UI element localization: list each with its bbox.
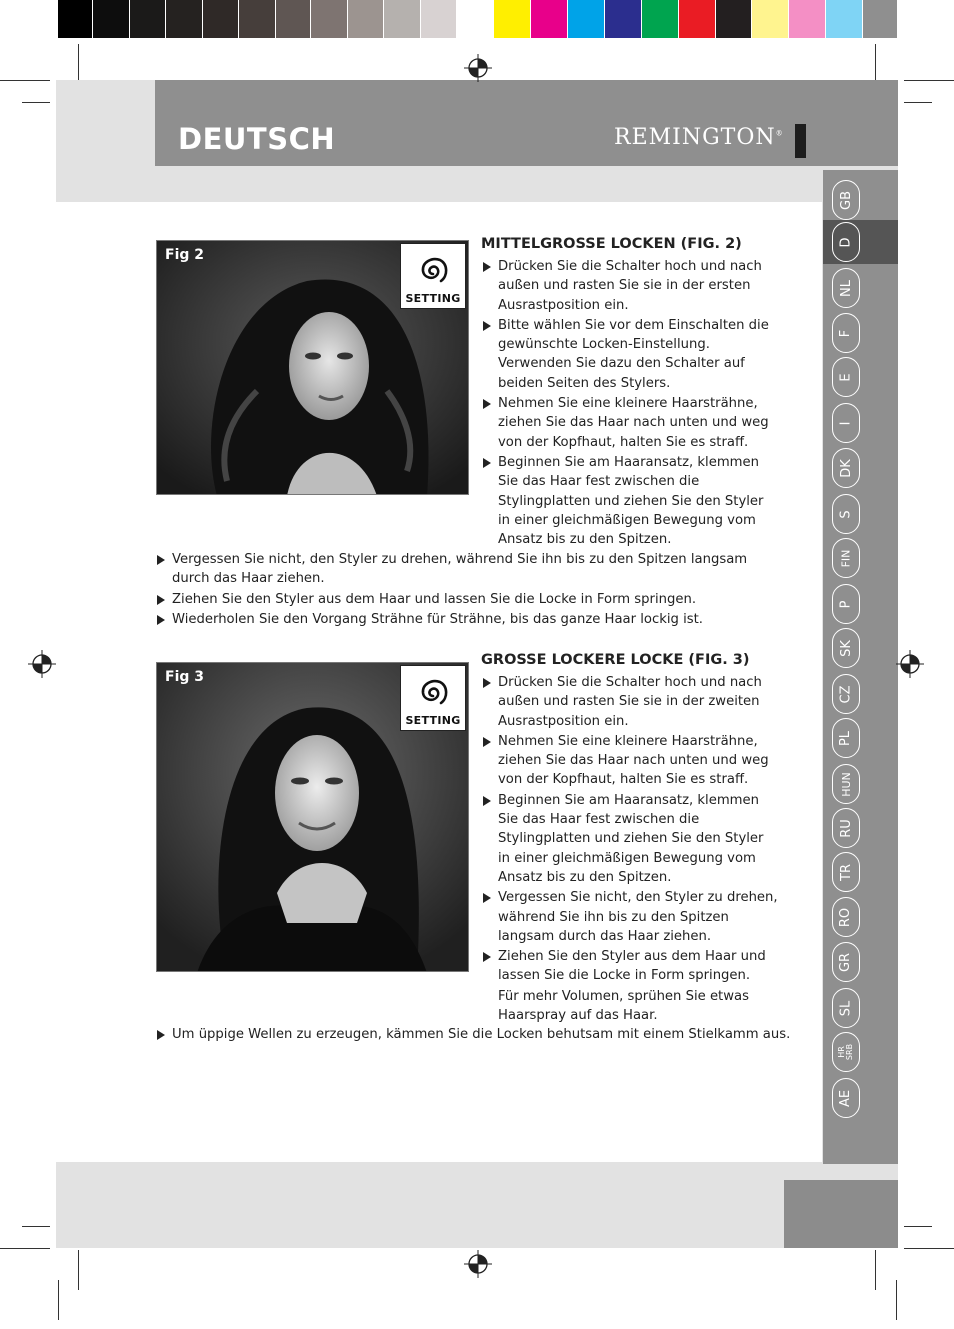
color-swatch — [239, 0, 276, 38]
instruction-list — [155, 550, 781, 630]
brand-bar — [795, 124, 806, 158]
color-swatch — [276, 0, 312, 38]
instruction-list — [155, 1025, 795, 1045]
language-tab-ru[interactable]: RU — [832, 808, 860, 848]
list-item: Beginnen Sie am Haaransatz, klemmen Sie das Haar fest zwischen die Stylingplatten und ziehen Sie den Styler in einer gleichmäßigen Bewegung vom Ansatz bis zu den Spitzen. — [481, 453, 779, 549]
language-tab-i[interactable]: I — [832, 403, 860, 443]
language-tab-tr[interactable]: TR — [832, 852, 860, 892]
crop-mark — [78, 1250, 79, 1290]
color-swatch — [531, 0, 568, 38]
list-item: Nehmen Sie eine kleinere Haarsträhne, ziehen Sie das Haar nach unten und weg von der Kopfhaut, halten Sie es straff. — [481, 394, 779, 452]
language-tab-s[interactable]: S — [832, 494, 860, 534]
section-heading: MITTELGROSSE LOCKEN (FIG. 2) — [481, 236, 742, 252]
list-item: Ziehen Sie den Styler aus dem Haar und lassen Sie die Locke in Form springen. — [481, 947, 779, 986]
figure-3-photo — [156, 662, 469, 972]
language-tab-ro[interactable]: RO — [832, 897, 860, 937]
page-number-box — [784, 1180, 898, 1248]
figure-label: Fig 2 — [165, 247, 204, 263]
color-swatch — [789, 0, 826, 38]
language-tab-gb[interactable]: GB — [832, 180, 860, 220]
crop-mark — [22, 1226, 50, 1227]
language-tab-cz[interactable]: CZ — [832, 674, 860, 714]
color-swatch — [494, 0, 531, 38]
instruction-list — [481, 673, 779, 1026]
language-tab-ae[interactable]: AE — [832, 1078, 860, 1118]
color-swatch — [384, 0, 421, 38]
color-swatch — [642, 0, 679, 38]
setting-badge: SETTING — [400, 243, 466, 309]
list-item: Bitte wählen Sie vor dem Einschalten die gewünschte Locken-Einstellung. Verwenden Sie dazu den Schalter auf beiden Seiten des Stylers. — [481, 316, 779, 393]
registration-mark-icon — [28, 650, 56, 678]
crop-mark — [22, 102, 50, 103]
list-item: Beginnen Sie am Haaransatz, klemmen Sie das Haar fest zwischen die Stylingplatten und ziehen Sie den Styler in einer gleichmäßigen Bewegung vom Ansatz bis zu den Spitzen. — [481, 791, 779, 887]
list-item: Ziehen Sie den Styler aus dem Haar und lassen Sie die Locke in Form springen. — [155, 590, 781, 609]
color-swatch — [863, 0, 898, 38]
list-item: Vergessen Sie nicht, den Styler zu drehen, während Sie ihn bis zu den Spitzen langsam durch das Haar ziehen. — [481, 888, 779, 946]
color-swatch — [679, 0, 716, 38]
figure-2-photo — [156, 240, 469, 495]
list-item: Drücken Sie die Schalter hoch und nach außen und rasten Sie sie in der ersten Ausrastposition ein. — [481, 257, 779, 315]
crop-mark — [875, 1250, 876, 1290]
list-item: Um üppige Wellen zu erzeugen, kämmen Sie die Locken behutsam mit einem Stielkamm aus. — [155, 1025, 795, 1044]
section-heading: GROSSE LOCKERE LOCKE (FIG. 3) — [481, 652, 750, 668]
color-calibration-bar — [58, 0, 898, 38]
language-tab-d[interactable]: D — [832, 222, 860, 262]
page-title: DEUTSCH — [178, 122, 336, 156]
crop-mark — [904, 80, 954, 81]
color-swatch — [93, 0, 130, 38]
brand-logo: REMINGTON® — [614, 125, 784, 150]
color-swatch — [203, 0, 239, 38]
language-tab-sl[interactable]: SL — [832, 988, 860, 1028]
color-swatch — [348, 0, 384, 38]
footer-panel — [359, 1164, 822, 1248]
crop-mark — [904, 1226, 932, 1227]
language-tab-sk[interactable]: SK — [832, 628, 860, 668]
language-tab-gr[interactable]: GR — [832, 942, 860, 982]
language-tab-nl[interactable]: NL — [832, 268, 860, 308]
list-item: Drücken Sie die Schalter hoch und nach außen und rasten Sie sie in der zweiten Ausrastposition ein. — [481, 673, 779, 731]
color-swatch — [457, 0, 494, 38]
registration-mark-icon — [896, 650, 924, 678]
language-tab-e[interactable]: E — [832, 357, 860, 397]
crop-mark — [904, 102, 932, 103]
setting-badge: SETTING — [400, 665, 466, 731]
color-swatch — [752, 0, 789, 38]
crop-mark — [78, 44, 79, 84]
language-tab-hr-srb[interactable]: HR SRB — [832, 1032, 860, 1072]
crop-mark — [896, 1280, 897, 1320]
figure-label: Fig 3 — [165, 669, 204, 685]
color-swatch — [58, 0, 93, 38]
color-swatch — [166, 0, 203, 38]
spiral-curl-icon — [401, 666, 465, 714]
crop-mark — [904, 1248, 954, 1249]
spiral-curl-icon — [401, 244, 465, 292]
color-swatch — [716, 0, 753, 38]
color-swatch — [568, 0, 605, 38]
registration-mark-icon — [464, 54, 492, 82]
list-item: Wiederholen Sie den Vorgang Strähne für Strähne, bis das ganze Haar lockig ist. — [155, 610, 781, 629]
language-tab-p[interactable]: P — [832, 584, 860, 624]
language-tab-hun[interactable]: HUN — [832, 764, 860, 804]
color-swatch — [421, 0, 457, 38]
crop-mark — [0, 80, 50, 81]
list-item: Nehmen Sie eine kleinere Haarsträhne, ziehen Sie das Haar nach unten und weg von der Kopfhaut, halten Sie es straff. — [481, 732, 779, 790]
language-tab-dk[interactable]: DK — [832, 448, 860, 488]
language-tab-pl[interactable]: PL — [832, 718, 860, 758]
color-swatch — [130, 0, 166, 38]
color-swatch — [826, 0, 863, 38]
crop-mark — [875, 44, 876, 84]
color-swatch — [605, 0, 642, 38]
registration-mark-icon — [464, 1250, 492, 1278]
list-item-continuation: Für mehr Volumen, sprühen Sie etwas Haarspray auf das Haar. — [498, 988, 749, 1024]
crop-mark — [0, 1248, 50, 1249]
language-tab-fin[interactable]: FIN — [832, 538, 860, 578]
list-item: Vergessen Sie nicht, den Styler zu drehen, während Sie ihn bis zu den Spitzen langsam durch das Haar ziehen. — [155, 550, 781, 589]
language-tab-f[interactable]: F — [832, 313, 860, 353]
crop-mark — [58, 1280, 59, 1320]
instruction-list — [481, 257, 779, 550]
color-swatch — [311, 0, 348, 38]
